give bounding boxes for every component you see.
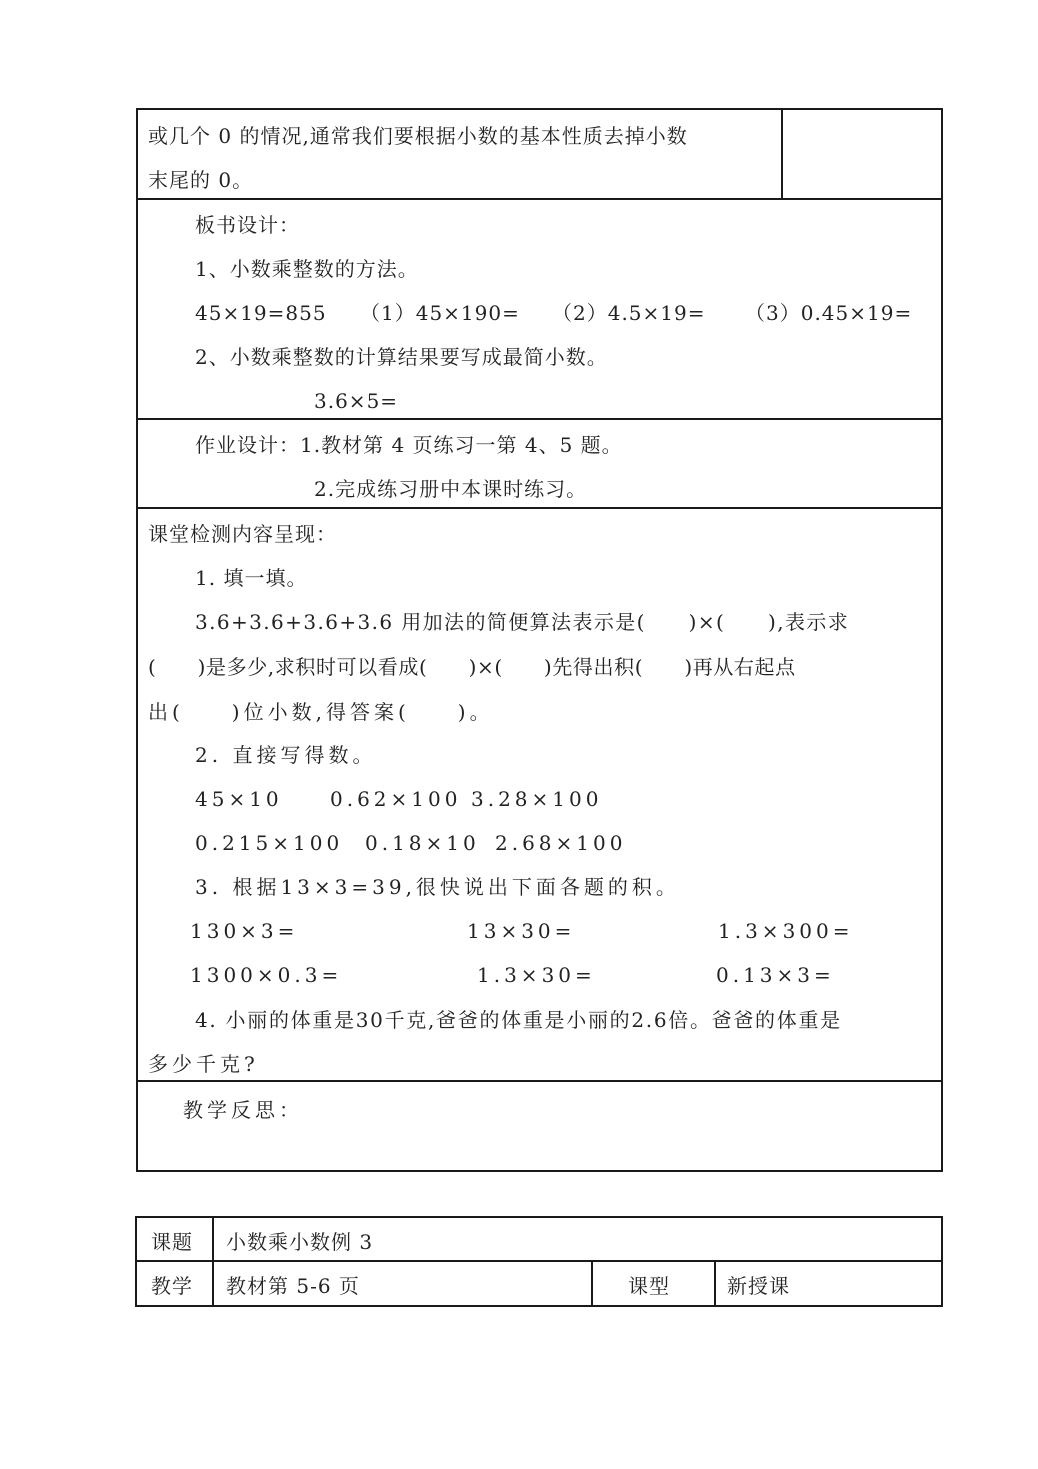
top-row-line-1: 或几个 0 的情况,通常我们要根据小数的基本性质去掉小数: [148, 124, 688, 148]
board-point-1: 1、小数乘整数的方法。: [195, 257, 419, 281]
test-part-1-title: 1. 填一填。: [195, 566, 308, 590]
test-part-2-title: 2. 直接写得数。: [195, 743, 377, 767]
homework-line-1: 作业设计：1.教材第 4 页练习一第 4、5 题。: [195, 433, 623, 457]
test-part-3-item-b1: 1300×0.3=: [190, 963, 343, 987]
test-part-2-item-a3: 3.28×100: [471, 787, 603, 811]
row-divider-1: [136, 198, 943, 200]
test-part-3-title: 3. 根据13×3=39,很快说出下面各题的积。: [195, 875, 680, 899]
board-question-3: （3）0.45×19=: [745, 301, 913, 325]
topic-label: 课题: [151, 1230, 193, 1254]
board-question-2: （2）4.5×19=: [552, 301, 706, 325]
test-part-1-line-2: ( )是多少,求积时可以看成( )×( )先得出积( )再从右起点: [148, 655, 796, 679]
row-divider-4: [136, 1080, 943, 1082]
board-point-2: 2、小数乘整数的计算结果要写成最简小数。: [195, 345, 608, 369]
test-part-3-item-a2: 13×30=: [467, 919, 576, 943]
lesson-table-label-divider: [212, 1216, 214, 1307]
board-design-title: 板书设计：: [195, 213, 300, 237]
lesson-table-col-divider-1: [591, 1260, 593, 1307]
board-question-1: （1）45×190=: [360, 301, 520, 325]
test-title: 课堂检测内容呈现：: [148, 522, 337, 546]
board-question-4: 3.6×5=: [314, 389, 399, 413]
test-part-3-item-b2: 1.3×30=: [477, 963, 596, 987]
test-part-3-item-a1: 130×3=: [190, 919, 299, 943]
test-part-2-item-b3: 2.68×100: [495, 831, 627, 855]
board-example: 45×19=855: [195, 301, 327, 325]
test-part-2-item-b1: 0.215×100: [195, 831, 344, 855]
teaching-label: 教学: [151, 1274, 193, 1298]
topic-value: 小数乘小数例 3: [226, 1230, 374, 1254]
test-part-4-line-2: 多少千克?: [148, 1052, 259, 1076]
test-part-2-item-a1: 45×10: [195, 787, 283, 811]
test-part-1-line-1: 3.6+3.6+3.6+3.6 用加法的简便算法表示是( )×( ),表示求: [195, 610, 850, 634]
test-part-3-item-a3: 1.3×300=: [718, 919, 854, 943]
lesson-type-label: 课型: [628, 1274, 670, 1298]
top-row-divider: [781, 108, 783, 200]
test-part-2-item-a2: 0.62×100: [330, 787, 462, 811]
row-divider-3: [136, 507, 943, 509]
lesson-type-value: 新授课: [727, 1274, 790, 1298]
lesson-table-row-divider: [135, 1260, 943, 1262]
homework-line-2: 2.完成练习册中本课时练习。: [314, 477, 588, 501]
test-part-4-line-1: 4. 小丽的体重是30千克,爸爸的体重是小丽的2.6倍。爸爸的体重是: [195, 1008, 842, 1032]
reflection-title: 教学反思：: [183, 1098, 303, 1122]
top-row-line-2: 末尾的 0。: [148, 168, 254, 192]
test-part-2-item-b2: 0.18×10: [365, 831, 480, 855]
test-part-1-line-3: 出( )位小数,得答案( )。: [148, 700, 494, 724]
row-divider-2: [136, 418, 943, 420]
lesson-table-col-divider-2: [714, 1260, 716, 1307]
teaching-value: 教材第 5-6 页: [226, 1274, 360, 1298]
test-part-3-item-b3: 0.13×3=: [716, 963, 835, 987]
